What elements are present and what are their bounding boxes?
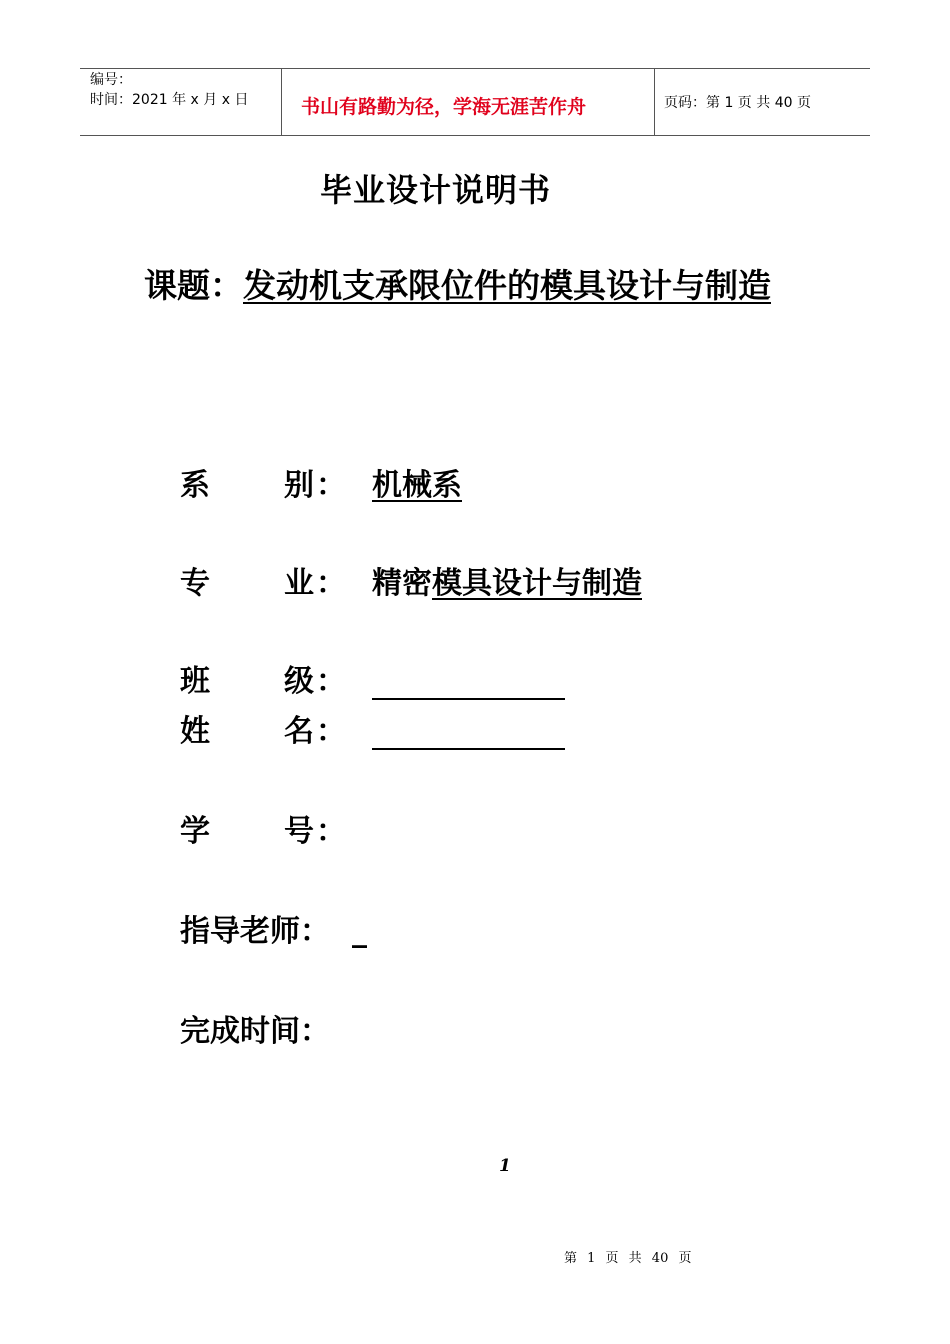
department-label-1: 系 [180,468,210,503]
class-label-1: 班 [180,664,210,699]
subject-label: 课题： [144,266,243,305]
page-number: 1 [499,1156,511,1176]
header-page-code: 页码：第 1 页 共 40 页 [664,95,811,111]
header-top-border [80,68,870,69]
major-value [372,564,642,604]
header-divider-right [654,68,655,136]
advisor-label: 指导老师： [180,914,330,949]
subject-topic: 发动机支承限位件的模具设计与制造 [243,266,771,305]
header-motto: 书山有路勤为径，学海无涯苦作舟 [301,96,587,118]
name-colon: ： [316,714,346,749]
class-colon: ： [316,664,346,699]
advisor-value: _ [352,914,367,949]
page-footer: 第 1 页 共 40 页 [564,1251,692,1266]
header-divider-left [281,68,282,136]
subject-block [144,262,824,310]
name-label-2: 名 [284,714,314,749]
major-value-underlined: 模具设计与制造 [432,566,642,601]
major-label-2: 业 [284,566,314,601]
class-label-2: 级 [284,664,314,699]
student-id-label-2: 号 [284,814,314,849]
document-time-label: 时间：2021 年 x 月 x 日 [90,92,249,108]
major-colon: ： [316,566,346,601]
department-label-2: 别 [284,468,314,503]
document-title: 毕业设计说明书 [320,171,552,209]
major-label-1: 专 [180,566,210,601]
header-bottom-border [80,135,870,136]
student-id-colon: ： [316,814,346,849]
name-label-1: 姓 [180,714,210,749]
major-value-prefix: 精密 [372,566,432,601]
completion-label: 完成时间： [180,1014,330,1049]
class-blank-line [372,698,565,700]
name-blank-line [372,748,565,750]
department-colon: ： [316,468,346,503]
department-value: 机械系 [372,468,462,503]
document-number-label: 编号： [90,72,132,88]
student-id-label-1: 学 [180,814,210,849]
